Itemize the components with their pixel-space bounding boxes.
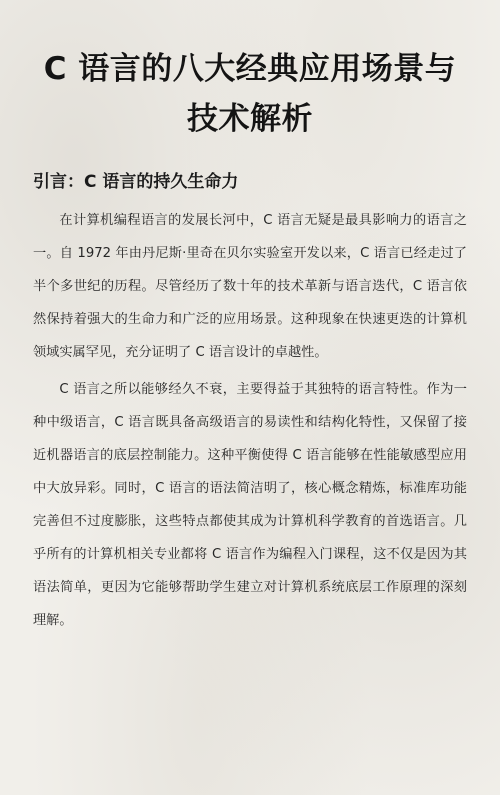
document-title (33, 44, 467, 144)
paragraph-1: 在计算机编程语言的发展长河中，C 语言无疑是最具影响力的语言之一。自 1972 年由丹尼斯·里奇在贝尔实验室开发以来，C 语言已经走过了半个多世纪的历程。尽管经历了数十年的技术革新与语言迭代，C 语言依然保持着强大的生命力和广泛的应用场景。这种现象在快速更迭的计算机领域实属罕见，充分证明了 C 语言设计的卓越性。 (33, 213, 467, 360)
paragraph-2: C 语言之所以能够经久不衰，主要得益于其独特的语言特性。作为一种中级语言，C 语言既具备高级语言的易读性和结构化特性，又保留了接近机器语言的底层控制能力。这种平衡使得 C 语言能够在性能敏感型应用中大放异彩。同时，C 语言的语法简洁明了，核心概念精炼，标准库功能完善但不过度膨胀，这些特点都使其成为计算机科学教育的首选语言。几乎所有的计算机相关专业都将 C 语言作为编程入门课程，这不仅是因为其语法简单，更因为它能够帮助学生建立对计算机系统底层工作原理的深刻理解。 (33, 382, 467, 628)
section-heading-intro: 引言：C 语言的持久生命力 (33, 172, 239, 192)
title-line-2: 技术解析 (187, 101, 313, 137)
title-line-1: C 语言的八大经典应用场景与 (43, 51, 457, 87)
